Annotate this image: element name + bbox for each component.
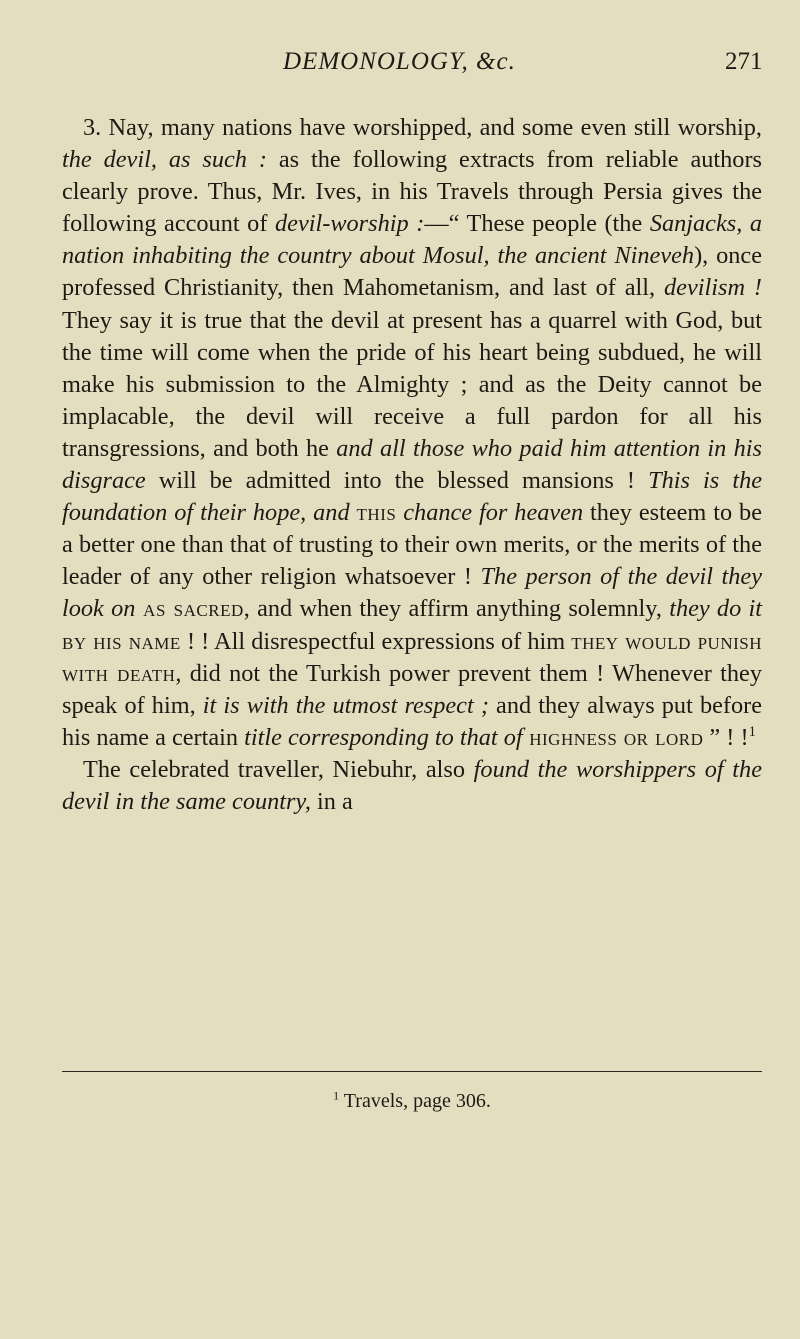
text-run: 3. Nay, many nations have worshipped, and some even still worship,	[83, 114, 762, 141]
small-caps-run: they would punish with death	[62, 627, 762, 687]
italic-run: and all those who paid him attention in his disgrace	[62, 434, 762, 495]
body-text	[62, 112, 762, 818]
page-header	[0, 48, 800, 88]
text-run: —“ These people (the	[424, 210, 650, 238]
small-caps-run: by his name	[62, 627, 181, 655]
text-run: ” ! !	[703, 723, 749, 751]
italic-run: the devil, as such :	[62, 146, 267, 174]
text-run: , did not the Turkish power prevent them ! Whenever they speak of him,	[62, 659, 762, 719]
text-run: ! ! All disrespectful expressions of him	[180, 627, 572, 655]
italic-run: This is the foundation of their hope, and	[62, 467, 762, 527]
footnote-rule	[62, 1071, 762, 1072]
italic-run: The person of the devil they look on	[62, 563, 762, 623]
text-run: They say it is true that the devil at present has a quarrel with God, but the time will come when the pride of his heart being subdued, he will make his submission to the Almighty ; and as the Deity cannot be implacable, the devil will receive a full pardon for all his transgressions, and both he	[62, 306, 762, 462]
text-run: ), once professed Christianity, then Mahometanism, and last of all,	[62, 242, 762, 302]
footnote	[62, 1090, 762, 1113]
italic-run: chance for heaven	[396, 499, 584, 527]
text-run: as the following extracts from reliable authors clearly prove. Thus, Mr. Ives, in his Travels through Persia gives the following account of	[62, 146, 762, 238]
running-title: DEMONOLOGY, &c.	[283, 48, 516, 75]
italic-run: found the worshippers of the devil in the same country,	[62, 755, 762, 815]
page-number: 271	[725, 48, 763, 75]
paragraph-1	[62, 112, 762, 754]
text-run: will be admitted into the blessed mansions !	[145, 467, 649, 495]
italic-run: Sanjacks, a nation inhabiting the country about Mosul, the ancient Nineveh	[62, 210, 762, 270]
italic-run: devil-worship :	[275, 210, 425, 238]
text-run: The celebrated traveller, Niebuhr, also	[83, 755, 474, 783]
italic-run: title corresponding to that of	[244, 723, 523, 751]
paragraph-2	[62, 754, 762, 818]
small-caps-run: highness or lord	[522, 723, 704, 751]
small-caps-run: this	[356, 499, 397, 527]
italic-run: it is with the utmost respect ;	[202, 691, 489, 719]
text-run: they esteem to be a better one than that of trusting to their own merits, or the merits of the leader of any other religion whatsoever !	[62, 499, 762, 591]
footnote-marker: 1	[333, 1088, 340, 1103]
italic-run: they do it	[669, 595, 763, 623]
text-run: in a	[310, 787, 353, 815]
text-run: and they always put before his name a certain	[62, 691, 762, 751]
italic-run: devilism !	[664, 274, 762, 302]
small-caps-run: as sacred	[135, 595, 244, 623]
text-run: , and when they affirm anything solemnly,	[243, 595, 670, 623]
footnote-ref: 1	[748, 723, 756, 740]
footnote-text: Travels, page 306.	[343, 1090, 491, 1112]
